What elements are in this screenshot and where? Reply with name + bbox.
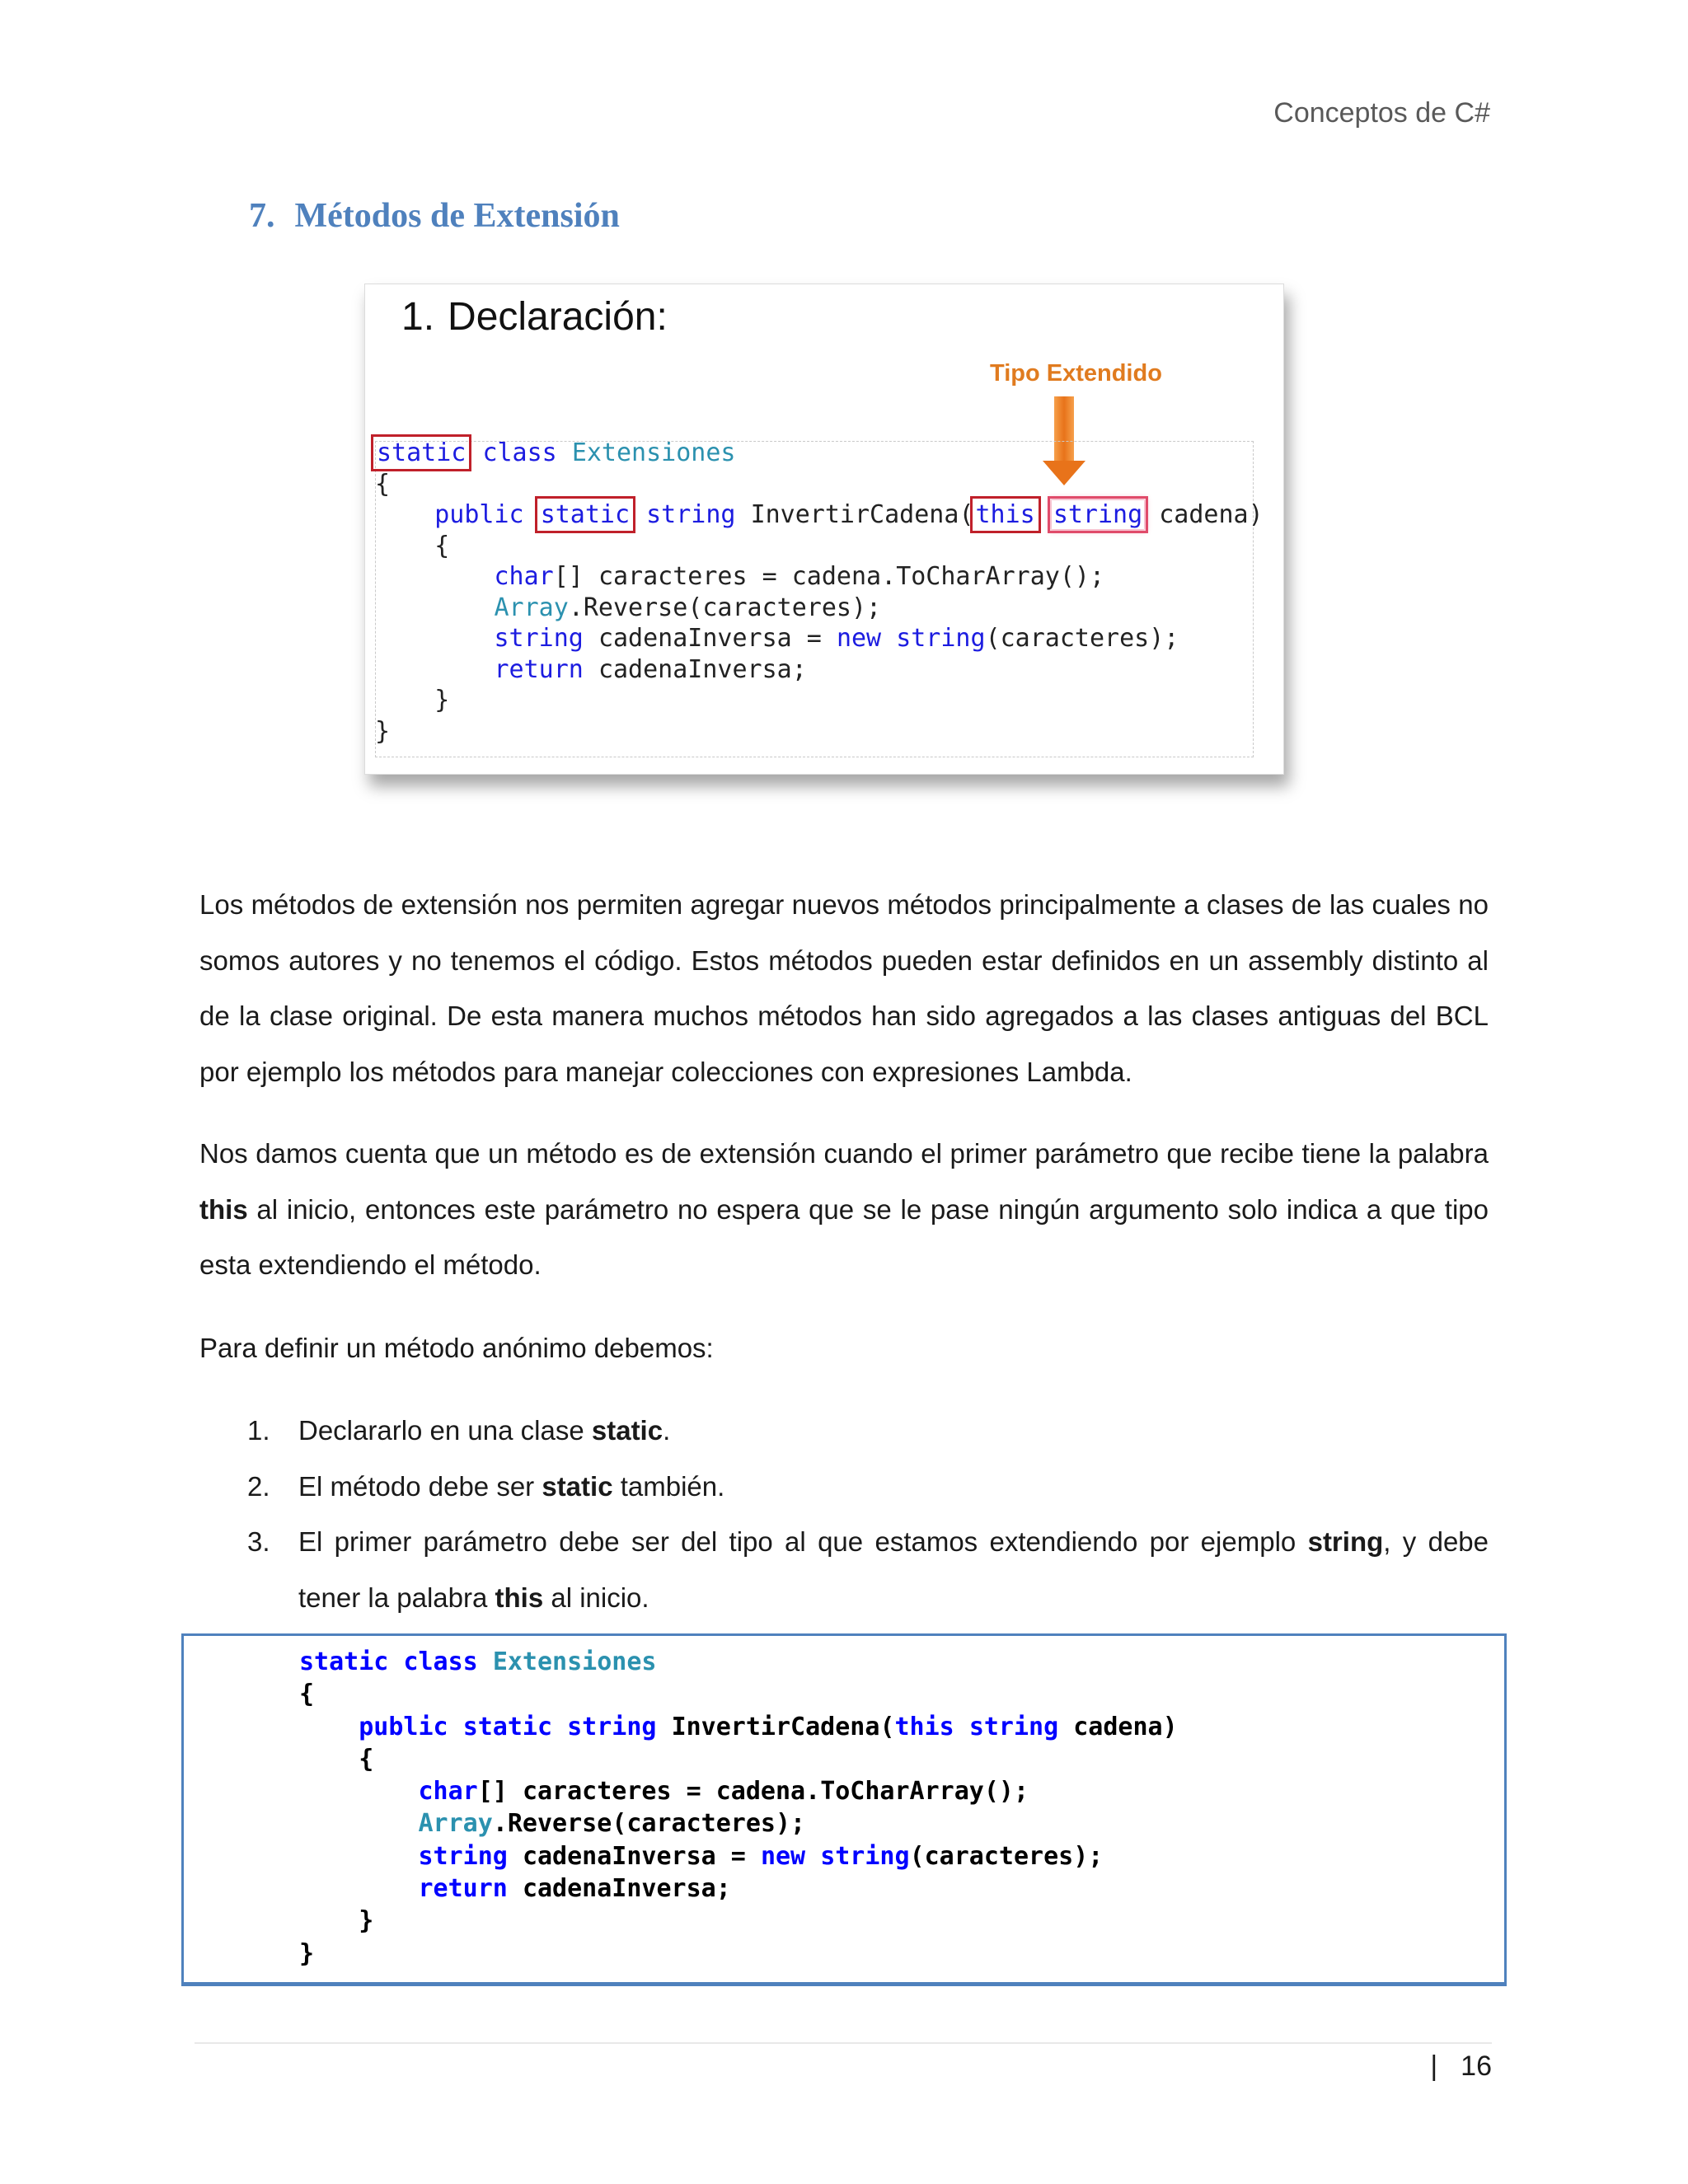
code-keyword: static <box>299 1647 389 1676</box>
code-token <box>631 500 646 529</box>
document-title: Conceptos de C# <box>1273 97 1490 129</box>
page-footer <box>1430 2050 1492 2083</box>
code-token: . <box>492 1809 508 1839</box>
code-type: Extensiones <box>492 1647 657 1676</box>
code-token: ); <box>1149 624 1179 653</box>
code-token: } <box>375 686 450 715</box>
code-token: cadenaInversa <box>522 1841 716 1871</box>
code-token <box>467 438 482 467</box>
code-token <box>881 624 896 653</box>
code-token <box>299 1713 359 1741</box>
code-token: [] <box>477 1777 523 1807</box>
code-token: ) <box>1162 1712 1178 1741</box>
footer-divider <box>195 2042 1492 2044</box>
footer-separator: | <box>1430 2050 1438 2082</box>
code-token: . <box>805 1777 821 1807</box>
code-keyword: string <box>418 1841 508 1871</box>
code-token <box>299 1809 419 1838</box>
code-keyword: return <box>494 654 584 684</box>
code-line <box>375 717 390 746</box>
code-keyword: string <box>896 624 986 653</box>
code-token: { <box>375 469 391 499</box>
code-keyword: string <box>494 624 584 653</box>
paragraph-this-text: Nos damos cuenta que un método es de extensión cuando el primer parámetro que recibe tiene la palabra <box>199 1138 1489 1169</box>
code-keyword: string <box>968 1712 1059 1741</box>
code-keyword: char <box>494 562 554 591</box>
code-token: ); <box>851 593 882 622</box>
code-token <box>448 1713 463 1741</box>
code-keyword: class <box>403 1647 478 1676</box>
step-bold: string <box>1307 1526 1384 1557</box>
code-line <box>299 1809 805 1838</box>
code-keyword: char <box>418 1777 478 1807</box>
code-token: ( <box>687 593 703 622</box>
code-token: ; <box>715 1874 731 1904</box>
code-token: . <box>568 593 584 622</box>
code-token <box>299 1874 419 1903</box>
figure-heading <box>401 294 668 340</box>
step-text: El primer parámetro debe ser del tipo al que estamos extendiendo por ejemplo <box>298 1526 1308 1557</box>
code-token: caracteres <box>702 593 851 622</box>
code-token: caracteres <box>598 562 748 591</box>
code-line <box>375 438 736 467</box>
code-line <box>375 655 807 684</box>
code-token: cadenaInversa <box>522 1874 716 1904</box>
code-token <box>584 655 598 684</box>
code-keyword: string <box>1053 500 1143 529</box>
step-text-end: . <box>663 1415 671 1446</box>
code-token: ( <box>612 1809 627 1839</box>
code-token <box>954 1713 969 1741</box>
code-keyword: string <box>820 1841 910 1871</box>
step-bold: static <box>591 1415 663 1446</box>
step-bold: static <box>542 1470 613 1502</box>
code-token: { <box>299 1744 374 1774</box>
code-token: ToCharArray <box>896 562 1060 591</box>
code-line <box>299 1842 1103 1871</box>
keyword-this: this <box>199 1193 248 1225</box>
code-token: Reverse <box>507 1809 612 1839</box>
declaration-figure <box>364 284 1284 775</box>
code-token: = <box>791 624 837 653</box>
code-token: cadena <box>1159 500 1249 529</box>
code-token <box>375 655 495 684</box>
code-line <box>299 1777 1029 1806</box>
code-line <box>299 1713 1178 1741</box>
step-text-end: también. <box>612 1470 725 1502</box>
code-token: ); <box>1073 1841 1104 1871</box>
step-text: El método debe ser <box>298 1470 542 1502</box>
code-keyword: return <box>418 1874 508 1904</box>
code-line <box>299 1680 314 1708</box>
code-keyword: new <box>760 1841 806 1871</box>
code-keyword: string <box>567 1712 657 1741</box>
code-token <box>584 624 598 653</box>
code-line <box>375 532 449 560</box>
code-token <box>805 1842 820 1871</box>
code-token: } <box>299 1906 374 1936</box>
step-number: 1. <box>247 1415 270 1446</box>
code-token <box>736 500 751 529</box>
code-token: cadenaInversa <box>598 624 792 653</box>
code-token <box>299 1842 419 1871</box>
code-token: cadena <box>1073 1712 1163 1741</box>
code-keyword: static <box>540 500 631 529</box>
code-token: ( <box>959 500 974 529</box>
code-keyword: public <box>434 500 524 529</box>
section-number: 7. <box>249 197 275 235</box>
code-keyword: this <box>975 500 1035 529</box>
code-token: = <box>747 562 792 591</box>
code-token: cadena <box>715 1777 806 1807</box>
code-line <box>299 1939 314 1968</box>
code-token <box>388 1647 403 1676</box>
code-token: } <box>299 1938 315 1968</box>
code-keyword: string <box>646 500 736 529</box>
code-token: caracteres <box>924 1841 1074 1871</box>
code-line <box>299 1906 373 1935</box>
code-token <box>375 562 495 591</box>
code-token <box>299 1777 419 1806</box>
code-token: Reverse <box>583 593 688 622</box>
code-token <box>508 1874 523 1903</box>
code-line <box>299 1745 373 1774</box>
step-number: 2. <box>247 1470 270 1502</box>
code-box <box>181 1633 1507 1986</box>
code-line <box>375 500 1264 529</box>
code-token: = <box>715 1841 761 1871</box>
code-token <box>557 438 572 467</box>
code-token <box>508 1842 523 1871</box>
code-line <box>299 1647 657 1676</box>
code-token <box>478 1647 493 1676</box>
extended-type-label: Tipo Extendido <box>990 360 1162 387</box>
code-token: (); <box>1059 562 1105 591</box>
figure-number: 1. <box>401 295 435 339</box>
code-token: ); <box>776 1809 806 1839</box>
page-number: 16 <box>1461 2050 1492 2082</box>
paragraph-steps-intro: Para definir un método anónimo debemos: <box>199 1333 714 1363</box>
code-token: ; <box>791 654 807 684</box>
code-token <box>1058 1713 1073 1741</box>
figure-heading-text: Declaración: <box>448 295 668 339</box>
code-token: ( <box>909 1841 925 1871</box>
figure-code <box>375 438 1264 747</box>
code-token: ( <box>879 1712 895 1741</box>
code-type: Extensiones <box>571 438 736 467</box>
code-keyword: static <box>462 1712 553 1741</box>
code-token: InvertirCadena <box>671 1712 880 1741</box>
code-type: Array <box>494 593 569 622</box>
code-line <box>375 593 881 622</box>
code-line <box>375 470 390 499</box>
code-token: caracteres <box>626 1809 776 1839</box>
code-token: caracteres <box>522 1777 672 1807</box>
code-token: InvertirCadena <box>750 500 959 529</box>
code-token <box>375 624 495 653</box>
paragraph-this-rest: al inicio, entonces este parámetro no espera que se le pase ningún argumento solo indica a que tipo esta extendiendo el método. <box>199 1193 1489 1280</box>
code-token: { <box>299 1680 315 1709</box>
code-keyword: static <box>377 438 467 467</box>
step-bold-2: this <box>495 1582 544 1613</box>
code-token: cadena <box>791 562 882 591</box>
code-line <box>375 686 449 715</box>
steps-list <box>199 1403 1489 1625</box>
code-token: ) <box>1248 500 1264 529</box>
code-token <box>657 1713 672 1741</box>
code-line <box>375 624 1179 653</box>
list-item <box>199 1403 1489 1459</box>
list-item <box>199 1514 1489 1625</box>
list-item <box>199 1459 1489 1515</box>
step-text: Declararlo en una clase <box>298 1415 592 1446</box>
code-token: cadenaInversa <box>598 654 792 684</box>
code-keyword: new <box>836 624 882 653</box>
code-keyword: this <box>894 1712 954 1741</box>
code-token <box>552 1713 567 1741</box>
paragraph-this <box>199 1126 1489 1293</box>
paragraph-intro: Los métodos de extensión nos permiten agregar nuevos métodos principalmente a clases de las cuales no somos autores y no tenemos el código. Estos métodos pueden estar definidos en un assembly distinto al de la clase original. De esta manera muchos métodos han sido agregados a las clases antiguas del BCL por ejemplo los métodos para manejar colecciones con expresiones Lambda. <box>199 889 1489 1087</box>
code-keyword: public <box>359 1712 448 1741</box>
section-heading <box>249 196 620 236</box>
code-token: { <box>375 531 450 560</box>
code-line <box>299 1874 731 1903</box>
code-token: [] <box>553 562 598 591</box>
code-token: } <box>375 716 391 746</box>
code-token: . <box>881 562 897 591</box>
step-text-end: al inicio. <box>543 1582 649 1613</box>
code-line <box>375 562 1104 591</box>
code-token: = <box>671 1777 716 1807</box>
code-token: caracteres <box>1000 624 1150 653</box>
code-token <box>1144 500 1159 529</box>
code-type: Array <box>418 1809 493 1839</box>
code-token: ToCharArray <box>820 1777 984 1807</box>
code-token <box>375 500 434 529</box>
code-token <box>524 500 539 529</box>
code-token: ( <box>985 624 1001 653</box>
section-title: Métodos de Extensión <box>294 197 620 235</box>
code-listing <box>299 1646 1178 1970</box>
code-token <box>375 593 495 622</box>
code-keyword: class <box>482 438 557 467</box>
step-number: 3. <box>247 1526 270 1557</box>
code-token: (); <box>983 1777 1029 1807</box>
code-token <box>1037 500 1052 529</box>
step-text-mid: , y debe tener la palabra <box>298 1526 1489 1613</box>
